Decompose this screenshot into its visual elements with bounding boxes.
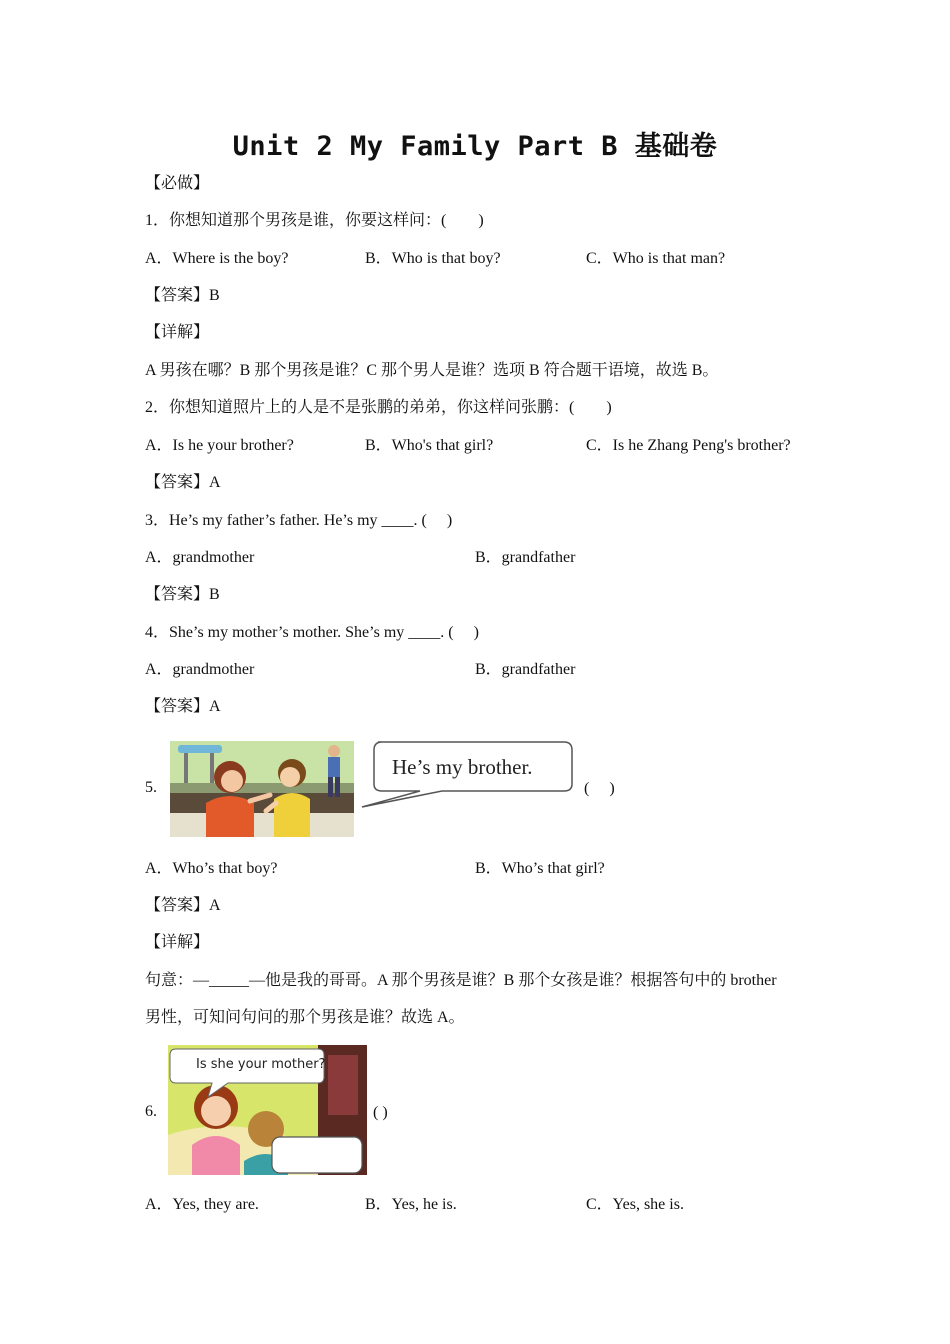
question-5-illustration [170,741,354,837]
question-3-option-a: A．grandmother [145,549,255,566]
question-1-detail: A 男孩在哪？B 那个男孩是谁？C 那个男人是谁？选项 B 符合题干语境，故选 B。 [145,362,719,379]
question-2-option-c: C．Is he Zhang Peng's brother? [586,437,791,454]
question-5-speech-bubble [360,741,574,811]
question-2-option-b: B．Who's that girl? [365,437,494,454]
question-2-answer: 【答案】A [145,474,221,491]
question-6-paren: ( ) [373,1104,388,1121]
question-5-option-b: B．Who’s that girl? [475,860,605,877]
question-6-option-a: A．Yes, they are. [145,1196,259,1213]
question-5-option-a: A．Who’s that boy? [145,860,278,877]
question-5-answer: 【答案】A [145,897,221,914]
question-1-stem: 1．你想知道那个男孩是谁，你要这样问：( ) [145,212,484,229]
question-1-option-c: C．Who is that man? [586,250,726,267]
question-4-option-a: A．grandmother [145,661,255,678]
question-6-number: 6. [145,1103,157,1120]
question-5-detail-label: 【详解】 [145,934,210,951]
question-6-bubble-text: Is she your mother? [196,1057,326,1072]
question-4-option-b: B．grandfather [475,661,576,678]
page-title: Unit 2 My Family Part B 基础卷 [232,131,718,162]
question-6-option-b: B．Yes, he is. [365,1196,457,1213]
section-label: 【必做】 [145,175,210,192]
question-1-option-b: B．Who is that boy? [365,250,501,267]
question-1-detail-label: 【详解】 [145,324,210,341]
question-1-answer: 【答案】B [145,287,220,304]
question-5-bubble-text: He’s my brother. [392,755,533,779]
question-4-answer: 【答案】A [145,698,221,715]
question-3-option-b: B．grandfather [475,549,576,566]
question-2-stem: 2．你想知道照片上的人是不是张鹏的弟弟，你这样问张鹏：( ) [145,399,612,416]
question-6-option-c: C．Yes, she is. [586,1196,684,1213]
question-6-illustration [168,1045,367,1175]
question-2-option-a: A．Is he your brother? [145,437,294,454]
question-3-stem: 3．He’s my father’s father. He’s my ____. ( ) [145,512,453,529]
question-5-paren: ( ) [584,780,615,797]
question-1-option-a: A．Where is the boy? [145,250,289,267]
question-4-stem: 4．She’s my mother’s mother. She’s my ____. ( ) [145,624,479,641]
question-5-detail-line-1: 句意：—_____—他是我的哥哥。A 那个男孩是谁？B 那个女孩是谁？根据答句中的 brother [145,972,777,989]
question-5-detail-line-2: 男性，可知问句问的那个男孩是谁？故选 A。 [145,1009,465,1026]
question-5-number: 5. [145,779,157,796]
question-3-answer: 【答案】B [145,586,220,603]
